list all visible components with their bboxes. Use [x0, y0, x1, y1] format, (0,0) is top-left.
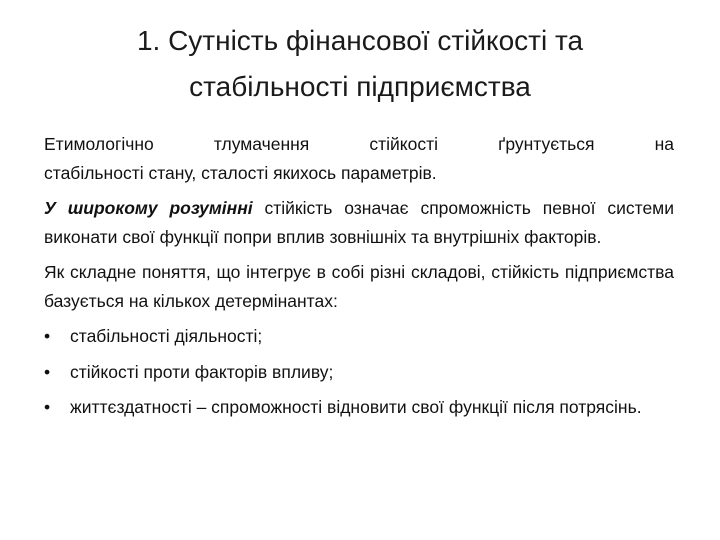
- determinants-list: [44, 322, 674, 422]
- list-item-text: стійкості проти факторів впливу;: [70, 361, 334, 382]
- bullet-icon: •: [44, 397, 51, 417]
- paragraph-etymology: [44, 130, 674, 187]
- paragraph-etymology-line-2: стабільності стану, сталості якихось параметрів.: [44, 162, 437, 183]
- paragraph-broad-meaning: [44, 194, 674, 251]
- paragraph-determinants: Як складне поняття, що інтегрує в собі різні складові, стійкість підприємства базується на кількох детермінантах:: [44, 262, 674, 311]
- emphasis-broad-meaning: У широкому розумінні: [44, 198, 253, 218]
- list-item: [44, 393, 674, 422]
- title-line-2: стабільності підприємства: [189, 71, 531, 102]
- paragraph-etymology-line-1: Етимологічно тлумачення стійкості ґрунтується на: [44, 134, 674, 154]
- title-line-1: 1. Сутність фінансової стійкості та: [136, 25, 584, 56]
- list-item: [44, 322, 674, 351]
- paragraph-broad-meaning-text: стійкість означає спроможність певної системи виконати свої функції попри вплив зовнішніх та внутрішніх факторів.: [44, 198, 674, 247]
- bullet-icon: •: [44, 361, 51, 382]
- slide-title: [40, 18, 680, 110]
- slide-body: [44, 130, 674, 429]
- list-item-text: життєздатності – спроможності відновити свої функції після потрясінь.: [70, 397, 642, 417]
- list-item-text: стабільності діяльності;: [70, 326, 263, 346]
- bullet-icon: •: [44, 326, 51, 346]
- list-item: [44, 358, 674, 387]
